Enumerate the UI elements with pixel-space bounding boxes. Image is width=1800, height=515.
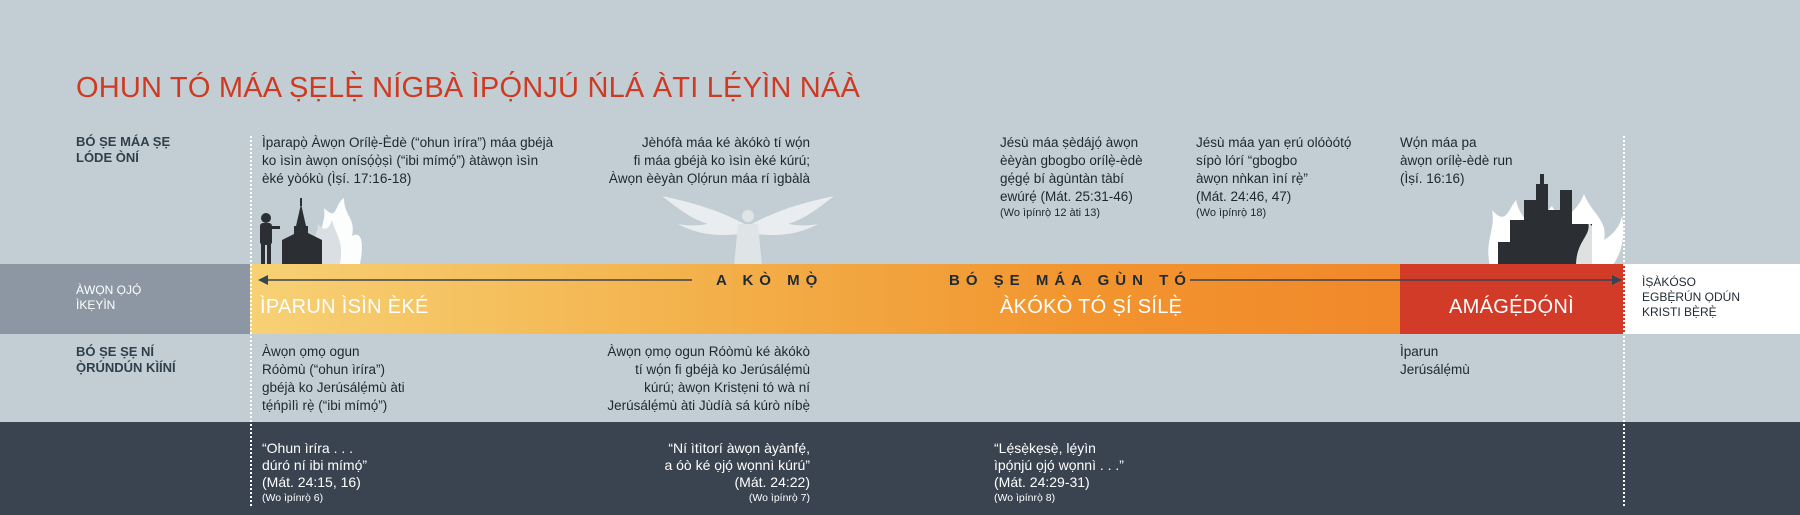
quote-3-ref: (Wo ìpínrọ̀ 8) — [994, 492, 1056, 504]
arrow-text-length: BÓ ṢE MÁA GÙN TÓ — [949, 272, 1192, 289]
quote-days-cut-short: “Ní ìtìtorí àwọn àyànfẹ́, a óò ké ọjọ́ wọnnì kúrú” (Mát. 24:22) — [664, 440, 810, 490]
text-un-attacks-religion: Ìparapọ̀ Àwọn Orílẹ̀-Èdè (“ohun ìríra”) máa gbéjà ko ìsìn àwọn onísọ́ọ̀ṣì (“ibi mímọ́”) àtàwọn ìsìn èké yòókù (Ìṣí. 17:16-18) — [262, 135, 554, 186]
text-sheep-goats-ref: (Wo ìpínrọ̀ 12 àti 13) — [1000, 207, 1101, 219]
soldier-church-fire-icon — [252, 196, 372, 266]
quote-1-ref: (Wo ìpínrọ̀ 6) — [262, 492, 324, 504]
text-jehovah-cuts-short: Jèhófà máa ké àkókò tí wọ́n fi máa gbéjà ko ìsìn èké kúrú; Àwọn èèyàn Ọlọ́run máa rí ìgbàlà — [608, 135, 810, 186]
quote-block-1 — [262, 440, 367, 505]
time-period-label: ÀKÓKÒ TÓ ṢÍ SÍLẸ̀ — [1000, 296, 1183, 318]
duration-arrow — [258, 272, 1622, 288]
burning-city-icon — [1480, 170, 1626, 266]
quote-2-ref: (Wo ìpínrọ̀ 7) — [748, 492, 810, 504]
text-sheep-goats-block — [1000, 134, 1143, 220]
text-nations-destroyed: Wọ́n máa pa àwọn orílẹ̀-èdè run (Ìṣí. 16:16) — [1400, 135, 1513, 186]
text-roman-armies-attack: Àwọn ọmọ ogun Róòmù (“ohun ìríra”) gbéjà ko Jerúsálẹ́mù àti tẹ́ńpìlì rẹ̀ (“ibi mímọ́”) — [262, 344, 405, 413]
row-label-today: BÓ ṢE MÁA ṢẸ LÓDE ÒNÍ — [76, 134, 171, 165]
millennium-label: ÌṢÀKÓSO EGBẸ̀RÚN ỌDÚN KRISTI BẸ̀RẸ̀ — [1642, 275, 1741, 319]
destruction-false-religion-label: ÌPARUN ÌSÌN ÈKÉ — [260, 296, 429, 318]
text-faithful-slave: Jésù máa yan ẹrú olóòótọ́ sípò lórí “gbogbo àwọn nǹkan ìní rẹ̀” (Mát. 24:46, 47) — [1196, 135, 1352, 204]
text-faithful-slave-ref: (Wo ìpínrọ̀ 18) — [1196, 207, 1267, 219]
angel-icon — [660, 192, 836, 266]
start-divider — [250, 136, 252, 506]
text-romans-cut-short: Àwọn ọmọ ogun Róòmù ké àkókò tí wọ́n fi gbéjà ko Jerúsálẹ́mù kúrú; àwọn Kristẹni tó wà ní Jerúsálẹ́mù àti Jùdíà sá kúrò níbẹ̀ — [607, 344, 810, 413]
quote-immediately-after: “Lẹ́sẹ̀kẹsẹ̀, lẹ́yìn ìpọ́njú ọjọ́ wọnnì . . .” (Mát. 24:29-31) — [994, 440, 1124, 490]
text-jerusalem-destroyed: Ìparun Jerúsálẹ́mù — [1400, 344, 1470, 377]
page-title: OHUN TÓ MÁA ṢẸLẸ̀ NÍGBÀ ÌPỌ́NJÚ ŃLÁ ÀTI LẸ́YÌN NÁÀ — [76, 72, 861, 104]
arrow-text-unknown: A KÒ MỌ̀ — [716, 272, 824, 289]
quote-disgusting-thing: “Ohun ìríra . . . dúró ní ibi mímọ́” (Mát. 24:15, 16) — [262, 440, 368, 490]
text-sheep-goats: Jésù máa ṣèdájọ́ àwọn èèyàn gbogbo orílẹ̀-èdè gẹ́gẹ́ bí àgùntàn tàbí ewúrẹ́ (Mát. 25:31-46) — [1000, 135, 1143, 204]
row-label-first-century: BÓ ṢE ṢẸ NÍ Ọ̀RÚNDÚN KÌÍNÍ — [76, 344, 176, 375]
quote-block-3 — [994, 440, 1124, 505]
text-faithful-slave-block — [1196, 134, 1351, 220]
quote-block-2 — [560, 440, 810, 505]
armageddon-label: AMÁGẸ́DỌ́NÌ — [1449, 296, 1574, 318]
end-divider — [1623, 136, 1625, 506]
last-days-label: ÀWỌN ỌJỌ́ ÌKẸYÌN — [76, 283, 142, 312]
